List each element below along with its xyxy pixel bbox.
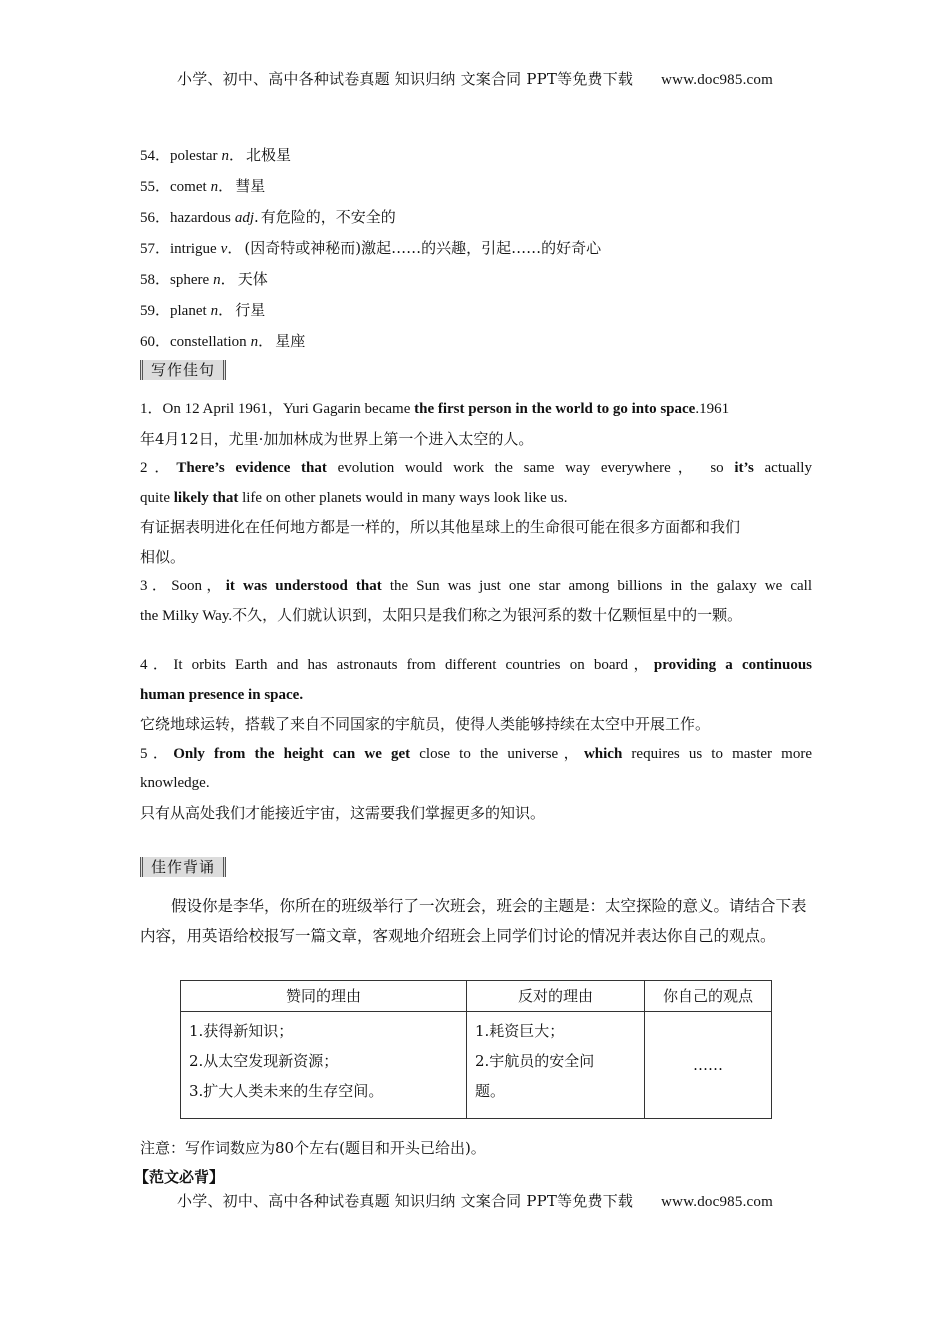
- vocab-pos: n: [221, 148, 229, 164]
- sentence-1-zh: 年4月12日，尤里·加加林成为世界上第一个进入太空的人。: [140, 429, 534, 448]
- cell-con: [467, 1012, 645, 1119]
- section-tag-writing-sentences: 写作佳句: [140, 360, 226, 380]
- vocab-item: [140, 264, 601, 295]
- writing-prompt: [140, 891, 812, 951]
- sentence-4-en: 4．It orbits Earth and has astronauts from different countries on board，providing a continuous: [140, 657, 812, 673]
- vocab-item: [140, 233, 601, 264]
- pro-item: 1.获得新知识；: [189, 1022, 294, 1040]
- vocab-word: intrigue: [170, 241, 217, 257]
- vocab-number: 56．: [140, 210, 171, 226]
- vocab-word: constellation: [170, 334, 247, 350]
- vocab-number: 58．: [140, 272, 171, 288]
- vocab-item: [140, 202, 601, 233]
- vocab-pos: n: [213, 272, 221, 288]
- vocab-meaning: 有危险的，不安全的: [260, 208, 396, 226]
- vocab-number: 54．: [140, 148, 171, 164]
- word-count-note: 注意：写作词数应为80个左右(题目和开头已给出)。: [140, 1139, 486, 1157]
- vocab-meaning: (因奇特或神秘而)激起……的兴趣，引起……的好奇心: [244, 239, 602, 257]
- vocab-word: planet: [170, 303, 207, 319]
- vocab-word: comet: [170, 179, 207, 195]
- vocab-word: polestar: [170, 148, 218, 164]
- sentence-2-en: 2．There’s evidence that evolution would work the same way everywhere， so it’s actually: [140, 460, 812, 476]
- vocab-separator: ．: [218, 177, 234, 195]
- vocab-item: [140, 140, 601, 171]
- vocab-item: [140, 326, 601, 357]
- vocab-meaning: 北极星: [246, 146, 292, 164]
- pro-item: 2.从太空发现新资源；: [189, 1052, 339, 1070]
- sentence-5-en-cont: knowledge.: [140, 775, 210, 791]
- sentence-3-en: 3．Soon，it was understood that the Sun was just one star among billions in the galaxy we call: [140, 578, 813, 594]
- header-con: 反对的理由: [467, 981, 645, 1012]
- good-sentences: [140, 395, 812, 828]
- section-tag-model-essay: 佳作背诵: [140, 857, 226, 877]
- con-item: 1.耗资巨大；: [475, 1022, 565, 1040]
- cell-own: ……: [645, 1012, 772, 1119]
- vocab-separator: ．: [227, 239, 243, 257]
- sentence-4-zh: 它绕地球运转，搭载了来自不同国家的宇航员，使得人类能够持续在太空中开展工作。: [140, 715, 711, 733]
- page-footer: [0, 1190, 950, 1211]
- cell-pro: [181, 1012, 467, 1119]
- model-essay-label: 【范文必背】: [134, 1168, 225, 1186]
- vocab-number: 60．: [140, 334, 171, 350]
- prompt-text: 假设你是李华，你所在的班级举行了一次班会，班会的主题是：太空探险的意义。请结合下表内容，用英语给校报写一篇文章，客观地介绍班会上同学们讨论的情况并表达你自己的观点。: [140, 897, 807, 945]
- sentence-2-zh: 有证据表明进化在任何地方都是一样的，所以其他星球上的生命很可能在很多方面都和我们: [140, 518, 741, 536]
- vocab-pos: adj: [234, 210, 254, 226]
- vocab-separator: ．: [220, 270, 236, 288]
- header-own: 你自己的观点: [645, 981, 772, 1012]
- sentence-2-en-cont: quite likely that life on other planets would in many ways look like us.: [140, 489, 568, 506]
- vocab-pos: n: [250, 334, 259, 350]
- vocab-meaning: 彗星: [235, 177, 266, 195]
- sentence-5-en: 5．Only from the height can we get close to the universe，which requires us to master more: [140, 745, 812, 762]
- vocab-pos: v: [220, 241, 228, 257]
- con-item: 2.宇航员的安全问: [475, 1052, 595, 1070]
- con-item: 题。: [475, 1082, 506, 1100]
- vocab-separator: ．: [218, 301, 234, 319]
- sentence-5-zh: 只有从高处我们才能接近宇宙，这需要我们掌握更多的知识。: [140, 803, 546, 822]
- vocab-separator: .: [254, 208, 259, 226]
- vocab-word: sphere: [170, 272, 210, 288]
- vocab-meaning: 行星: [235, 301, 266, 319]
- header-slogan: 小学、初中、高中各种试卷真题 知识归纳 文案合同 PPT等免费下载: [177, 70, 634, 88]
- sentence-2-zh-cont: 相似。: [140, 547, 186, 566]
- vocab-item: [140, 295, 601, 326]
- vocab-separator: ．: [258, 332, 274, 350]
- page-header: [0, 68, 950, 89]
- vocab-meaning: 天体: [237, 270, 268, 288]
- vocab-item: [140, 171, 601, 202]
- vocab-list: [140, 140, 601, 357]
- sentence-1-en: 1．On 12 April 1961，Yuri Gagarin became the first person in the world to go into space.1961: [140, 401, 730, 417]
- vocab-meaning: 星座: [275, 332, 306, 350]
- vocab-separator: ．: [229, 146, 245, 164]
- vocab-number: 59．: [140, 303, 171, 319]
- vocab-pos: n: [210, 303, 219, 319]
- vocab-number: 55．: [140, 179, 171, 195]
- footer-site[interactable]: www.doc985.com: [661, 1194, 773, 1210]
- pro-item: 3.扩大人类未来的生存空间。: [189, 1082, 384, 1100]
- header-site[interactable]: www.doc985.com: [661, 72, 773, 88]
- vocab-number: 57．: [140, 241, 171, 257]
- sentence-3-en-cont: the Milky Way.不久，人们就认识到，太阳只是我们称之为银河系的数十亿颗恒星中的一颗。: [140, 607, 743, 624]
- header-pro: 赞同的理由: [181, 981, 467, 1012]
- footer-slogan: 小学、初中、高中各种试卷真题 知识归纳 文案合同 PPT等免费下载: [177, 1192, 634, 1210]
- sentence-4-en-cont: human presence in space.: [140, 686, 304, 703]
- vocab-word: hazardous: [170, 210, 231, 226]
- reasons-table: [180, 980, 772, 1119]
- vocab-pos: n: [210, 179, 219, 195]
